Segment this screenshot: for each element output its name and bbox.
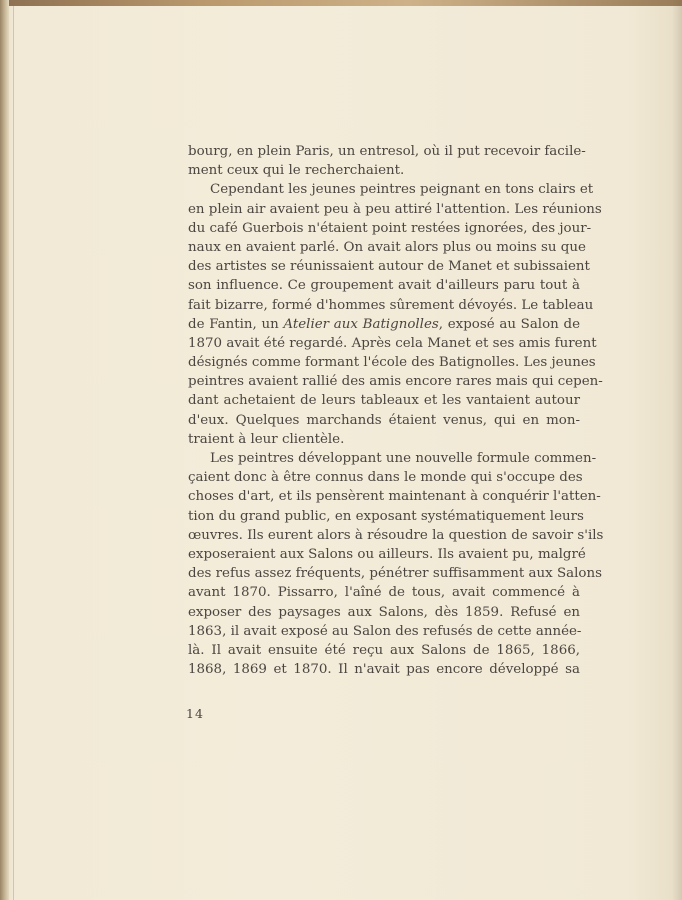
text-line: Les peintres développant une nouvelle formule commen- xyxy=(210,451,597,466)
page-number: 14 xyxy=(186,706,204,721)
text-line: exposeraient aux Salons ou ailleurs. Ils avaient pu, malgré xyxy=(188,546,586,562)
page-fold-line xyxy=(13,6,14,900)
paragraph xyxy=(188,180,603,449)
text-line: Cependant les jeunes peintres peignant en tons clairs et xyxy=(210,182,594,198)
text-line: exposer des paysages aux Salons, dès 1859. Refusé en xyxy=(188,604,580,620)
text-line: dant achetaient de leurs tableaux et les vantaient autour xyxy=(188,393,580,409)
page-binding-edge xyxy=(0,0,9,900)
text-line: 1868, 1869 et 1870. Il n'avait pas encore développé sa xyxy=(188,662,580,678)
text-line: çaient donc à être connus dans le monde qui s'occupe des xyxy=(188,470,583,486)
text-line: fait bizarre, formé d'hommes sûrement dévoyés. Le tableau xyxy=(188,297,594,313)
paragraph xyxy=(188,449,604,679)
text-line: œuvres. Ils eurent alors à résoudre la question de savoir s'ils xyxy=(188,527,604,543)
text-line: tion du grand public, en exposant systématiquement leurs xyxy=(188,508,584,524)
text-segment: , exposé au Salon de xyxy=(438,316,580,332)
page-top-edge xyxy=(0,0,682,6)
text-line: des artistes se réunissaient autour de Manet et subissaient xyxy=(188,259,590,275)
text-line: son influence. Ce groupement avait d'ailleurs paru tout à xyxy=(188,278,580,294)
text-line: choses d'art, et ils pensèrent maintenant à conquérir l'atten- xyxy=(188,489,601,505)
text-line: avant 1870. Pissarro, l'aîné de tous, avait commencé à xyxy=(188,585,580,601)
text-line: là. Il avait ensuite été reçu aux Salons de 1865, 1866, xyxy=(188,642,580,658)
text-line: naux en avaient parlé. On avait alors plus ou moins su que xyxy=(188,239,586,255)
text-line: traient à leur clientèle. xyxy=(188,431,345,447)
text-line: ment ceux qui le recherchaient. xyxy=(188,163,405,179)
text-line: d'eux. Quelques marchands étaient venus, qui en mon- xyxy=(188,412,580,428)
text-line: du café Guerbois n'étaient point restées ignorées, des jour- xyxy=(188,220,592,236)
body-text xyxy=(188,142,604,679)
text-line: des refus assez fréquents, pénétrer suffisamment aux Salons xyxy=(188,566,602,582)
artwork-title: Atelier aux Batignolles xyxy=(283,316,439,332)
text-line: 1870 avait été regardé. Après cela Manet et ses amis furent xyxy=(188,335,597,351)
paragraph xyxy=(188,142,586,180)
text-line-with-title xyxy=(188,315,580,334)
text-line: 1863, il avait exposé au Salon des refusés de cette année- xyxy=(188,623,582,639)
text-line: en plein air avaient peu à peu attiré l'attention. Les réunions xyxy=(188,201,602,217)
text-line: désignés comme formant l'école des Batignolles. Les jeunes xyxy=(188,355,596,371)
text-line: peintres avaient rallié des amis encore rares mais qui cepen- xyxy=(188,374,603,390)
text-line: bourg, en plein Paris, un entresol, où il put recevoir facile- xyxy=(188,144,586,159)
page-right-shade xyxy=(672,0,682,900)
text-segment: de Fantin, un xyxy=(188,316,284,332)
